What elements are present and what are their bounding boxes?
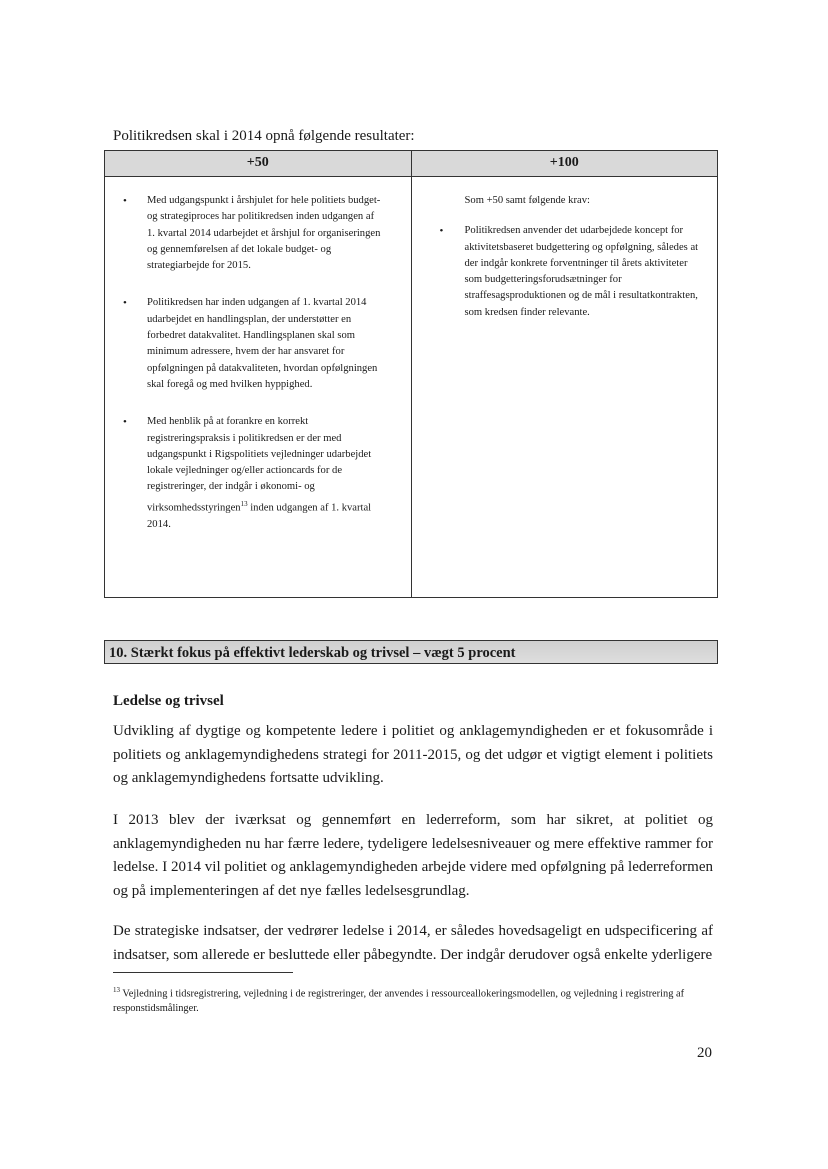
plus100-list: [412, 209, 718, 321]
footnote-text: Vejledning i tidsregistrering, vejledning i de registreringer, der anvendes i ressourceallokeringsmodellen, og vejledning i registrering af responstidsmålinger.: [113, 988, 685, 1015]
list-item: [105, 193, 385, 274]
bullet-icon: •: [439, 225, 444, 238]
subheading: Ledelse og trivsel: [113, 693, 224, 709]
list-item-text: Politikredsen har inden udgangen af 1. kvartal 2014 udarbejdet en handlingsplan, der understøtter en forbedret datakvalitet. Handlingsplanen skal som minimum adressere, hvem der har ansvaret for opfølgningen på datakvaliteten, hvordan opfølgningen skal foregå og med hvilken hyppighed.: [147, 297, 378, 390]
footnote-number: 13: [113, 986, 120, 994]
list-item: [105, 414, 385, 533]
table-header-row: [105, 151, 718, 177]
list-item-text-end: inden udgangen af 1. kvartal 2014.: [147, 502, 372, 530]
results-table: [104, 150, 718, 598]
bullet-icon: •: [123, 297, 127, 310]
section-heading: 10. Stærkt fokus på effektivt lederskab og trivsel – vægt 5 procent: [104, 640, 718, 664]
body-paragraph: I 2013 blev der iværksat og gennemført en lederreform, som har sikret, at politiet og anklagemyndigheden nu har færre ledere, tydeligere ledelsesniveauer og mere effektive rammer for ledelse. I 2014 vil politiet og anklagemyndigheden arbejde videre med opfølgning på lederreformen og på implementeringen af det nye fælles ledelsesgrundlag.: [113, 812, 713, 899]
list-item: [412, 223, 702, 321]
table-body-row: [105, 177, 718, 598]
list-item-text: Politikredsen anvender det udarbejdede koncept for aktivitetsbaseret budgettering og opfølgning, således at der indgår konkrete forventninger til årets aktiviteter som budgetteringsforudsætninger for straffesagsproduktionen og de mål i resultatkontrakten, som kredsen finder relevante.: [464, 225, 699, 318]
list-item: [105, 295, 385, 393]
plus100-cell: [411, 177, 718, 598]
plus100-intro: Som +50 samt følgende krav:: [464, 195, 590, 206]
plus50-list: [105, 177, 411, 533]
bullet-icon: •: [123, 416, 127, 429]
body-paragraph: De strategiske indsatser, der vedrører ledelse i 2014, er således hovedsageligt en udspecificering af indsatser, som allerede er besluttede eller påbegyndte. Der indgår derudover også enkelte yderligere: [113, 923, 713, 963]
list-item-text: Med udgangspunkt i årshjulet for hele politiets budget- og strategiproces har politikredsen inden udgangen af 1. kvartal 2014 udarbejdet et årshjul for organiseringen og gennemførelsen af det lokale budget- og strategiarbejde for 2015.: [147, 195, 381, 272]
footnote: [113, 983, 713, 1016]
column-header-plus50: +50: [105, 151, 412, 177]
footnote-divider: [113, 972, 293, 973]
body-paragraph: Udvikling af dygtige og kompetente ledere i politiet og anklagemyndigheden er et fokusområde i politiets og anklagemyndighedens strategi for 2011-2015, og det udgør et vigtigt element i politiets og anklagemyndighedens fortsatte udvikling.: [113, 723, 713, 786]
page-number: 20: [697, 1045, 712, 1061]
bullet-icon: •: [123, 195, 127, 207]
footnote-reference: 13: [240, 499, 248, 508]
intro-text: Politikredsen skal i 2014 opnå følgende resultater:: [113, 128, 415, 144]
column-header-plus100: +100: [411, 151, 718, 177]
plus50-cell: [105, 177, 412, 598]
list-item-text: Med henblik på at forankre en korrekt registreringspraksis i politikredsen er der med udgangspunkt i Rigspolitiets vejledninger udarbejdet lokale vejledninger og/eller actioncards for de registreringer, der indgår i økonomi- og virksomhedsstyringen: [147, 416, 372, 514]
